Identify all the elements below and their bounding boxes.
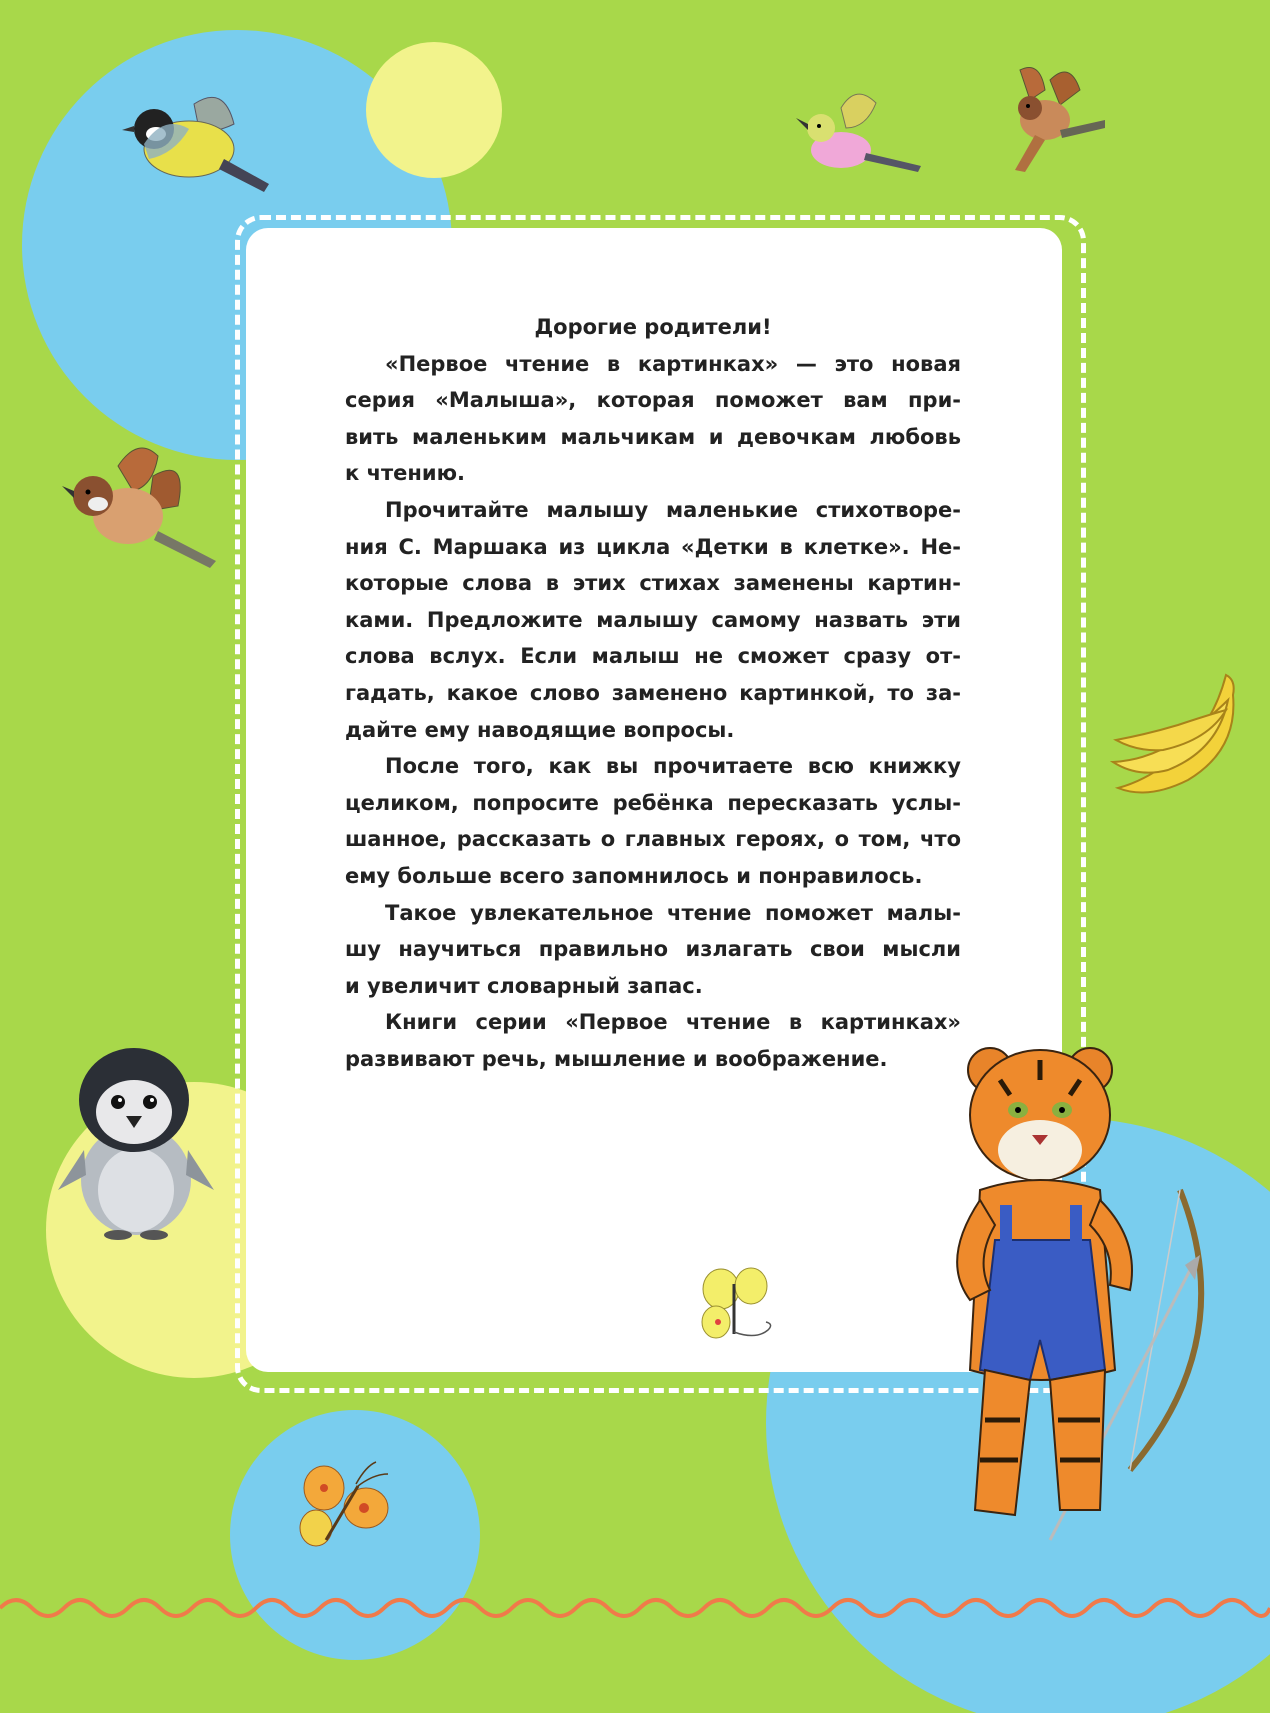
letter-line: которые слова в этих стихах заменены картин-	[345, 571, 961, 596]
letter-line: слова вслух. Если малыш не сможет сразу от-	[345, 644, 961, 669]
wavy-line	[0, 1588, 1270, 1628]
letter-line: дайте ему наводящие вопросы.	[345, 717, 735, 742]
letter-line: После того, как вы прочитаете всю книжку	[385, 754, 961, 779]
letter-line: серия «Малыша», которая поможет вам при-	[345, 388, 961, 413]
sparrow-left-illustration	[58, 436, 218, 576]
tiger-cub-illustration	[940, 1040, 1240, 1550]
letter-text	[345, 309, 961, 1077]
letter-line: Книги серии «Первое чтение в картинках»	[385, 1010, 961, 1035]
letter-line: Такое увлекательное чтение поможет малы-	[385, 900, 961, 925]
letter-line: «Первое чтение в картинках» — это новая	[385, 351, 961, 376]
sparrow-top-illustration	[990, 60, 1110, 180]
orange-butterfly-illustration	[296, 1458, 396, 1558]
titmouse-illustration	[104, 84, 274, 204]
letter-line: шу научиться правильно излагать свои мысли	[345, 937, 961, 962]
letter-line: гадать, какое слово заменено картинкой, то за-	[345, 680, 961, 705]
letter-line: ками. Предложите малышу самому назвать эти	[345, 607, 961, 632]
letter-title: Дорогие родители!	[534, 315, 772, 339]
yellow-circle-top	[366, 42, 502, 178]
letter-line: целиком, попросите ребёнка пересказать услы-	[345, 790, 961, 815]
letter-line: и увеличит словарный запас.	[345, 973, 703, 998]
yellow-butterfly-illustration	[696, 1264, 780, 1348]
penguin-illustration	[56, 1040, 216, 1240]
letter-line: развивают речь, мышление и воображение.	[345, 1046, 888, 1071]
songbird-illustration	[786, 88, 926, 188]
letter-line: ния С. Маршака из цикла «Детки в клетке». Не-	[345, 534, 961, 559]
letter-line: Прочитайте малышу маленькие стихотворе-	[385, 497, 961, 522]
letter-line: шанное, рассказать о главных героях, о том, что	[345, 827, 961, 852]
letter-line: к чтению.	[345, 461, 466, 486]
letter-paragraphs	[345, 346, 961, 1078]
letter-line: вить маленьким мальчикам и девочкам любовь	[345, 424, 961, 449]
banana-illustration	[1108, 670, 1248, 810]
letter-line: ему больше всего запомнилось и понравилось.	[345, 863, 923, 888]
